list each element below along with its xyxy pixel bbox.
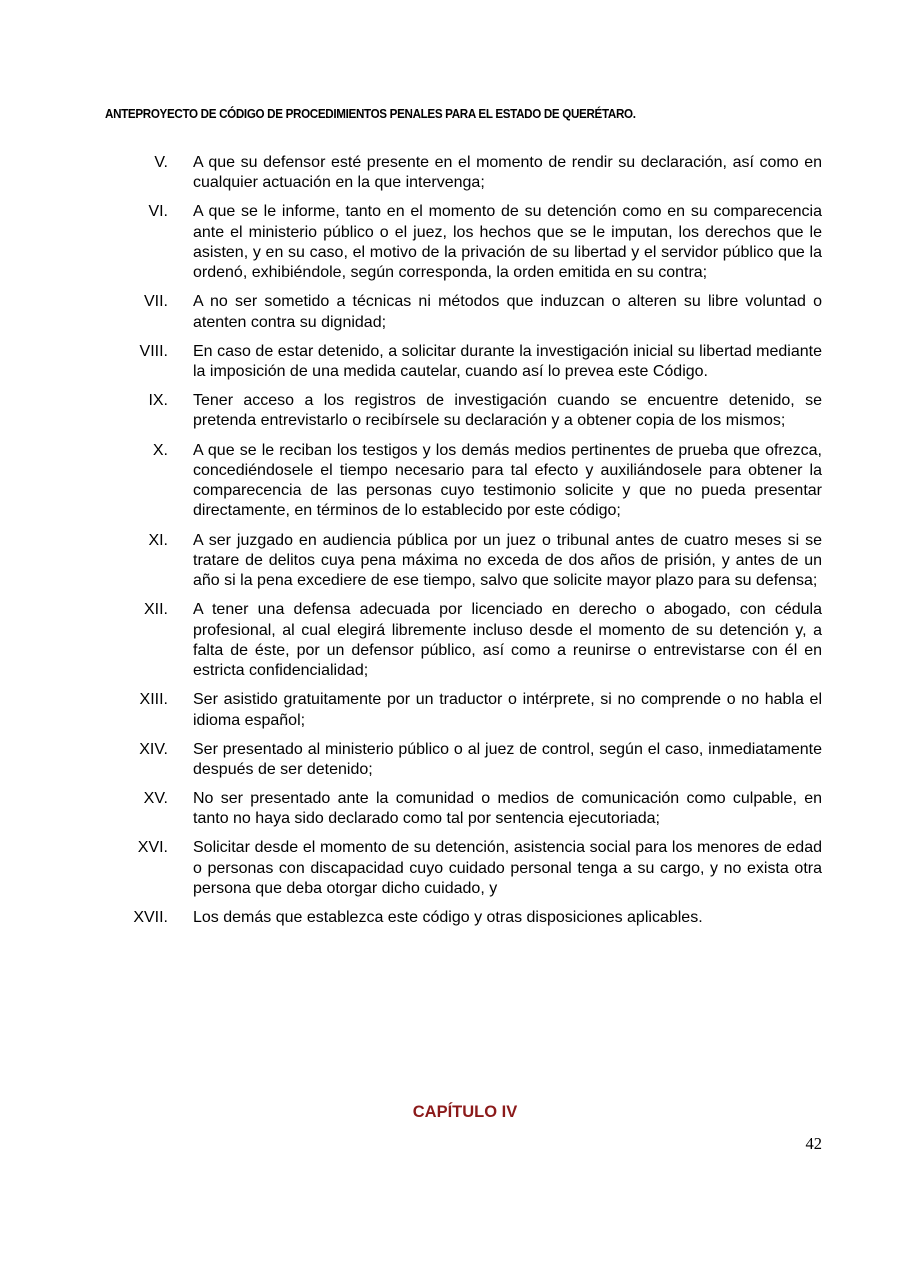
list-item [0, 740, 905, 781]
item-numeral: VIII. [139, 342, 168, 360]
list-item [0, 531, 905, 592]
item-numeral: IX. [148, 392, 168, 410]
item-numeral: XIII. [139, 691, 168, 709]
running-header: ANTEPROYECTO DE CÓDIGO DE PROCEDIMIENTOS PENALES PARA EL ESTADO DE QUERÉTARO. [105, 107, 636, 121]
list-item [0, 153, 905, 194]
item-text: A que su defensor esté presente en el momento de rendir su declaración, así como en cualquier actuación en la que intervenga; [193, 154, 822, 192]
page-number: 42 [805, 1134, 822, 1153]
item-text: En caso de estar detenido, a solicitar durante la investigación inicial su libertad mediante la imposición de una medida cautelar, cuando así lo prevea este Código. [193, 342, 822, 381]
item-numeral: VI. [148, 203, 168, 221]
list-item [0, 690, 905, 731]
item-text: A que se le reciban los testigos y los demás medios pertinentes de prueba que ofrezca, concediéndosele el tiempo necesario para tal efecto y auxiliándosele para obtener la comparecencia de las personas cuyo testimonio solicite y que no pueda presentar directamente, en términos de lo establecido por este código; [193, 441, 822, 520]
item-numeral: XVI. [137, 839, 168, 857]
item-text: Los demás que establezca este código y otras disposiciones aplicables. [193, 909, 703, 927]
list-item [0, 391, 905, 432]
list-item [0, 600, 905, 681]
item-numeral: XVII. [133, 909, 168, 927]
item-text: Ser presentado al ministerio público o al juez de control, según el caso, inmediatamente después de ser detenido; [193, 740, 822, 778]
list-item [0, 292, 905, 333]
item-text: No ser presentado ante la comunidad o medios de comunicación como culpable, en tanto no haya sido declarado como tal por sentencia ejecutoriada; [193, 789, 822, 828]
item-numeral: VII. [143, 293, 168, 311]
list-item [0, 838, 905, 899]
item-text: A que se le informe, tanto en el momento de su detención como en su comparecencia ante el ministerio público o el juez, los hechos que se le imputan, los derechos que le asisten, y en su caso, el motivo de la privación de su libertad y el servidor público que la ordenó, exhibiéndole, según corresponda, la orden emitida en su contra; [193, 203, 822, 282]
item-text: Ser asistido gratuitamente por un traductor o intérprete, si no comprende o no habla el idioma español; [193, 691, 822, 729]
item-numeral: XIV. [139, 740, 168, 758]
item-text: A no ser sometido a técnicas ni métodos que induzcan o alteren su libre voluntad o atenten contra su dignidad; [193, 293, 822, 331]
list-item [0, 908, 905, 928]
rights-list [0, 153, 905, 937]
list-item [0, 789, 905, 830]
list-item [0, 441, 905, 522]
item-text: Tener acceso a los registros de investigación cuando se encuentre detenido, se pretenda entrevistarlo o recibírsele su declaración y a obtener copia de los mismos; [193, 392, 822, 430]
item-numeral: XII. [143, 601, 168, 619]
item-numeral: X. [152, 441, 168, 459]
item-numeral: XV. [143, 789, 168, 807]
item-text: A tener una defensa adecuada por licenciado en derecho o abogado, con cédula profesional, al cual elegirá libremente incluso desde el momento de su detención y, a falta de éste, por un defensor público, así como a reunirse o entrevistarse con él en estricta confidencialidad; [193, 601, 822, 680]
list-item [0, 342, 905, 383]
list-item [0, 202, 905, 283]
item-numeral: V. [154, 154, 168, 171]
chapter-heading: CAPÍTULO IV [412, 1103, 518, 1121]
item-numeral: XI. [148, 531, 168, 549]
item-text: A ser juzgado en audiencia pública por un juez o tribunal antes de cuatro meses si se tratare de delitos cuya pena máxima no exceda de dos años de prisión, y antes de un año si la pena excediere de ese tiempo, salvo que solicite mayor plazo para su defensa; [193, 531, 822, 590]
item-text: Solicitar desde el momento de su detención, asistencia social para los menores de edad o personas con discapacidad cuyo cuidado personal tenga a su cargo, y no exista otra persona que deba otorgar dicho cuidado, y [193, 839, 822, 897]
